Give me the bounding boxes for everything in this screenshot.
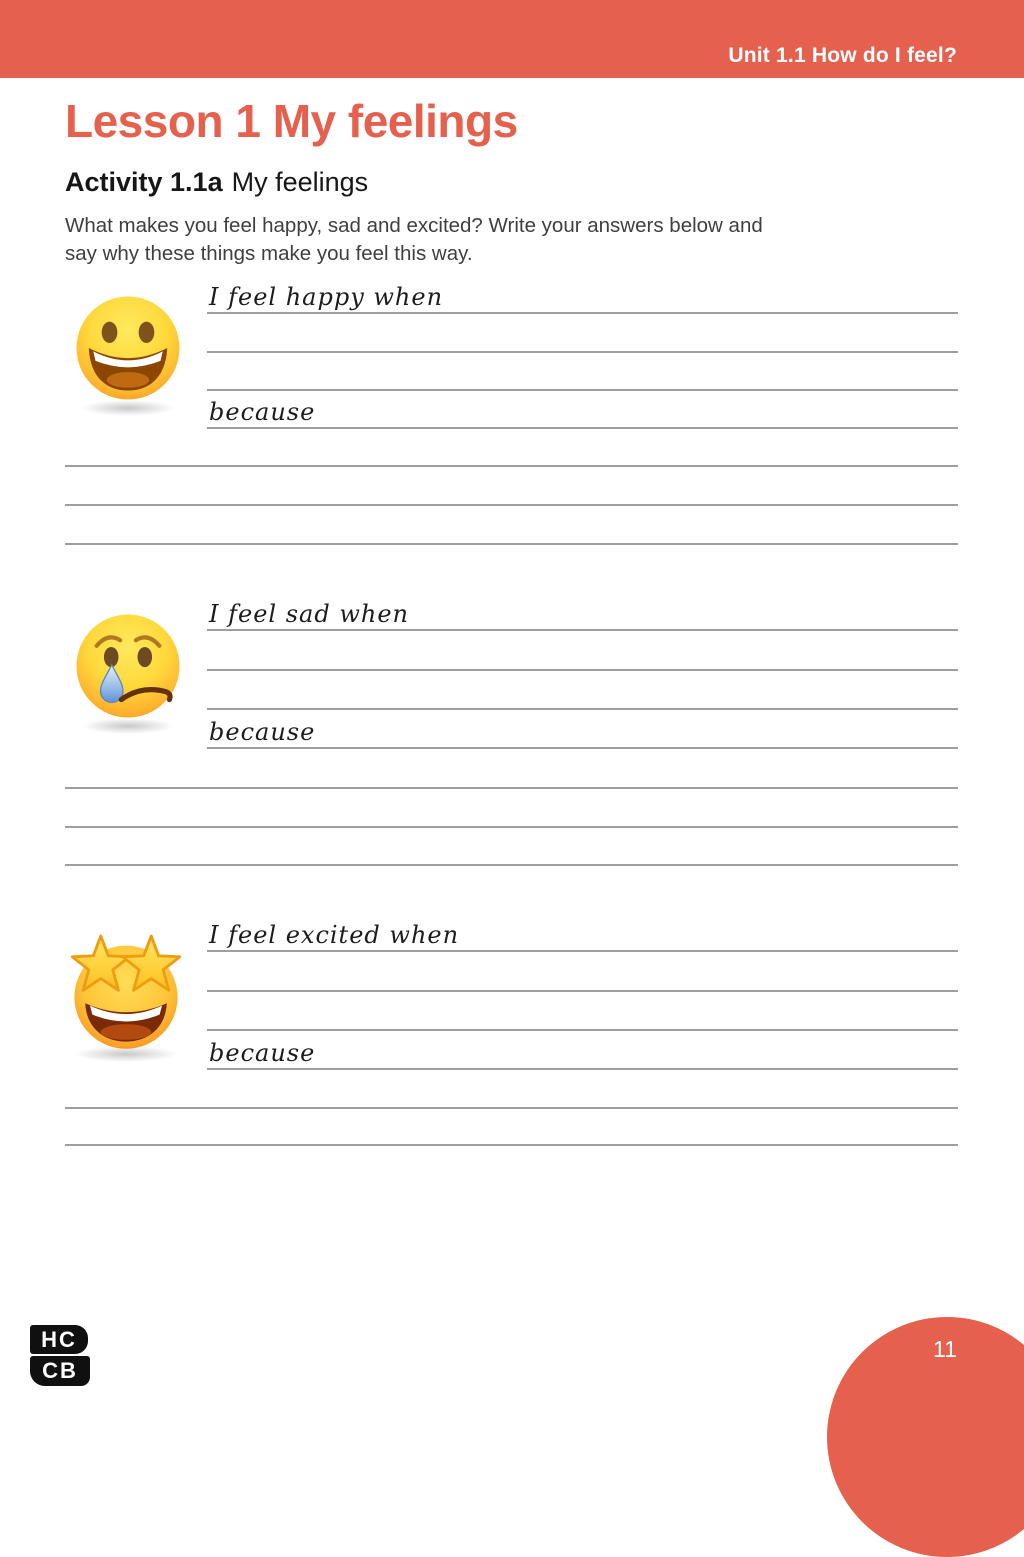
crying-face-emoji [72,610,184,722]
page-number-circle [827,1317,1024,1557]
writing-line [207,1068,958,1070]
writing-line [207,708,958,710]
publisher-logo-top: HC [30,1325,88,1354]
writing-line [207,629,958,631]
activity-name: My feelings [231,167,369,197]
activity-instructions [65,212,845,267]
prompt-sad: I feel sad when [209,600,409,628]
writing-line [65,543,958,545]
writing-line [65,1107,958,1109]
prompt-excited: I feel excited when [209,921,460,949]
instructions-line-2: say why these things make you feel this way. [65,241,473,265]
page-number: 11 [933,1336,957,1362]
writing-line [65,504,958,506]
writing-line [207,312,958,314]
writing-line [65,826,958,828]
activity-heading [65,167,368,198]
unit-label: Unit 1.1 How do I feel? [728,44,957,67]
prompt-happy: I feel happy when [209,283,444,311]
lesson-title: Lesson 1 My feelings [65,95,518,147]
writing-line [207,669,958,671]
because-label-sad: because [209,718,316,746]
writing-line [65,465,958,467]
because-label-happy: because [209,398,316,426]
unit-header-bar [0,0,1024,78]
instructions-line-1: What makes you feel happy, sad and excited? Write your answers below and [65,214,763,237]
writing-line [65,864,958,866]
writing-line [207,351,958,353]
grinning-face-emoji [72,292,184,404]
publisher-logo-bottom: CB [30,1356,90,1386]
writing-line [207,747,958,749]
writing-line [207,1029,958,1031]
publisher-logo [30,1325,90,1386]
star-struck-emoji [64,930,188,1050]
writing-line [207,427,958,429]
writing-line [207,950,958,952]
activity-code: Activity 1.1a [65,167,223,197]
writing-line [65,1144,958,1146]
because-label-excited: because [209,1039,316,1067]
writing-line [207,389,958,391]
writing-line [207,990,958,992]
writing-line [65,787,958,789]
